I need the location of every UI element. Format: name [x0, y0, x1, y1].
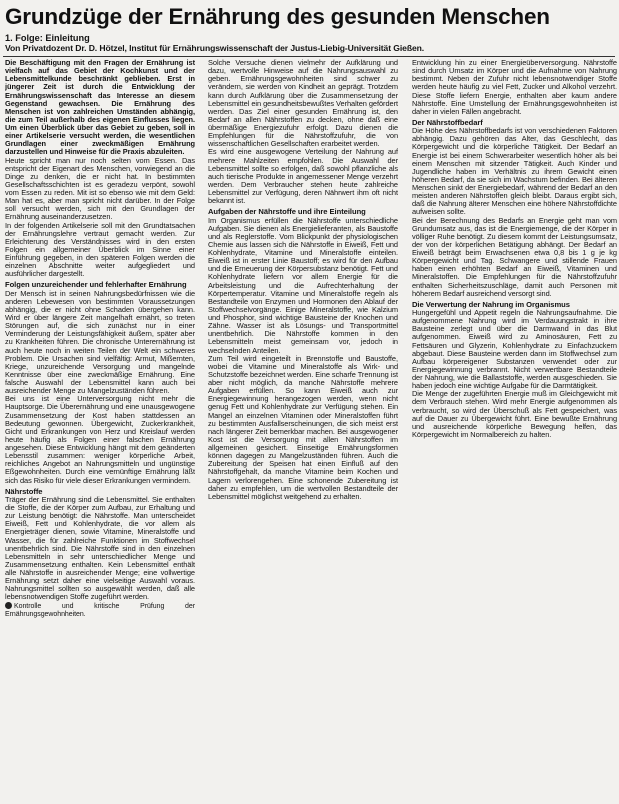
section-heading: Nährstoffe	[5, 486, 43, 496]
section-heading: Folgen unzureichender und fehlerhafter Ernährung	[5, 280, 187, 290]
section-heading: Der Nährstoffbedarf	[412, 117, 483, 127]
body-paragraph: Zum Teil wird eingeteilt in Brennstoffe und Baustoffe, wobei die Vitamine und Mineralstoffe als Wirk- und Schutzstoffe bezeichnet werden. Eine scharfe Trennung ist aber nicht möglich, da manche Nährstoffe mehrere Aufgaben erfüllen. So kann Eiweiß auch zur Energiegewinnung herangezogen werden, wenn nicht genug Fett und Kohlenhydrate zur Verfügung stehen. Ein Mangel an einzelnen Vitaminen oder Mineralstoffen führt zu bestimmten Ausfallserscheinungen, die sich meist erst nach längerer Zeit bemerkbar machen. Bei ausgewogener Kost ist die Versorgung mit allen Nährstoffen im allgemeinen gesichert. Einseitige Ernährungsformen können dagegen zu Mangelzuständen führen. Auch die Zubereitung der Speisen hat einen Einfluß auf den Nährstoffgehalt, da manche Vitamine beim Kochen und Lagern verlorengehen. Eine schonende Zubereitung ist daher zu empfehlen, um die wertvollen Bestandteile der Lebensmittel möglichst weitgehend zu erhalten.	[208, 353, 398, 501]
section-heading: Aufgaben der Nährstoffe und ihre Einteilung	[208, 207, 366, 217]
footnote-text: Kontrolle und kritische Prüfung der Ernährungsgewohnheiten.	[5, 602, 195, 618]
body-paragraph: Die Menge der zugeführten Energie muß im Gleichgewicht mit dem Verbrauch stehen. Wird mehr Energie aufgenommen als verbraucht, so wird der Überschuß als Fett gespeichert, was auf die Dauer zu Übergewicht führt. Eine bewußte Ernährung und ausreichende körperliche Bewegung helfen, das Körpergewicht im Normalbereich zu halten.	[412, 389, 617, 439]
body-paragraph: Bei der Berechnung des Bedarfs an Energie geht man vom Grundumsatz aus, das ist die Energiemenge, die der Körper in völliger Ruhe benötigt. Zu diesem kommt der Leistungsumsatz, der von der körperlichen Betätigung abhängt. Der Bedarf an Eiweiß beträgt beim Erwachsenen etwa 0,8 bis 1 g je kg Körpergewicht und Tag. Schwangere und stillende Frauen haben einen erhöhten Bedarf an Eiweiß, Vitaminen und Mineralstoffen. Die Empfehlungen für die Nährstoffzufuhr enthalten Sicherheitszuschläge, damit auch Personen mit höherem Bedarf ausreichend versorgt sind.	[412, 215, 617, 298]
header-divider	[3, 56, 615, 57]
section-heading: Die Verwertung der Nahrung im Organismus	[412, 299, 570, 309]
author-line: Von Privatdozent Dr. D. Hötzel, Institut für Ernährungswissenschaft der Justus-Liebig-Universität Gießen.	[5, 43, 425, 53]
body-paragraph: Im Organismus erfüllen die Nährstoffe unterschiedliche Aufgaben. Sie dienen als Energielieferanten, als Baustoffe und als Reglerstoffe. Vom Blickpunkt der physiologischen Chemie aus lassen sich die Nährstoffe in Eiweiß, Fett und Kohlenhydrate, Vitamine und Mineralstoffe einteilen. Eiweiß ist in erster Linie Baustoff; es wird für den Aufbau und die Erneuerung der Körpersubstanz benötigt. Fett und Kohlenhydrate liefern vor allem Energie für die Arbeitsleistung und die Aufrechterhaltung der Körpertemperatur. Vitamine und Mineralstoffe regeln als Bestandteile von Enzymen und Hormonen den Ablauf der Stoffwechselvorgänge. Einige Mineralstoffe, wie Kalzium und Phosphor, sind wichtige Bausteine der Knochen und Zähne. Wasser ist als Lösungs- und Transportmittel unentbehrlich. Die Nährstoffe kommen in den Lebensmitteln meist gemeinsam vor, jedoch in wechselnden Anteilen.	[208, 215, 398, 355]
body-paragraph: Es wird eine ausgewogene Verteilung der Nahrung auf mehrere Mahlzeiten empfohlen. Die Auswahl der Lebensmittel sollte so erfolgen, daß sowohl pflanzliche als auch tierische Produkte in angemessener Menge verzehrt werden. Dem Verbraucher stehen heute zahlreiche Lebensmittel zur Verfügung, deren Nährwert ihm oft nicht bekannt ist.	[208, 147, 398, 206]
body-paragraph: Träger der Ernährung sind die Lebensmittel. Sie enthalten die Stoffe, die der Körper zum Aufbau, zur Erhaltung und zur Leistung benötigt: die Nährstoffe. Man unterscheidet Eiweiß, Fett und Kohlenhydrate, die vor allem als Energieträger dienen, sowie Vitamine, Mineralstoffe und Wasser, die für zahlreiche Funktionen im Stoffwechsel unentbehrlich sind. Die Nährstoffe sind in den einzelnen Lebensmitteln in sehr unterschiedlicher Menge und Zusammensetzung enthalten. Kein Lebensmittel enthält alle Nährstoffe in ausreichender Menge; eine vollwertige Ernährung setzt daher eine vielseitige Auswahl voraus. Nahrungsmittel sollten so ausgewählt werden, daß alle lebensnotwendigen Stoffe zugeführt werden.	[5, 494, 195, 602]
body-paragraph: Hungergefühl und Appetit regeln die Nahrungsaufnahme. Die aufgenommene Nahrung wird im Verdauungstrakt in ihre Bausteine zerlegt und über die Darmwand in das Blut aufgenommen. Eiweiß wird zu Aminosäuren, Fett zu Fettsäuren und Glyzerin, Kohlenhydrate zu Einfachzuckern abgebaut. Diese Bausteine werden dann im Stoffwechsel zum Aufbau körpereigener Substanzen verwendet oder zur Energiegewinnung verbrannt. Nicht verwertbare Bestandteile der Nahrung, wie die Ballaststoffe, werden ausgeschieden. Sie haben jedoch eine wichtige Aufgabe für die Darmtätigkeit.	[412, 308, 617, 391]
text-column-2	[208, 59, 398, 801]
body-paragraph: Solche Versuche dienen vielmehr der Aufklärung und dazu, wertvolle Hinweise auf die Nahrungsauswahl zu geben. Ernährungsgewohnheiten sind schwer zu verändern, sie werden von Kindheit an geprägt. Trotzdem kann durch Aufklärung über die Zusammensetzung der Lebensmittel ein gesundheitsbewußtes Verhalten gefördert werden. Das Ziel einer gesunden Ernährung ist, den Bedarf an allen Nährstoffen zu decken, ohne daß eine übermäßige Energiezufuhr erfolgt. Dazu dienen die Empfehlungen für die Nährstoffzufuhr, die von wissenschaftlichen Gesellschaften erarbeitet werden.	[208, 59, 398, 149]
body-paragraph: In der folgenden Artikelserie soll mit den Grundtatsachen der Ernährungslehre vertraut gemacht werden. Zur Erleichterung des Verständnisses wird in den ersten Folgen ein allgemeiner Überblick im Sinne einer Einführung gegeben, in den späteren Folgen werden die einzelnen Abschnitte weiter aufgegliedert und ausführlicher dargestellt.	[5, 220, 195, 279]
intro-paragraph: Die Beschäftigung mit den Fragen der Ernährung ist vielfach auf das Gebiet der Kochkunst und der Lebensmittelkunde beschränkt geblieben. Erst in jüngerer Zeit ist durch die Entwicklung der Ernährungswissenschaft das Interesse an diesem Gegenstand gewachsen. Die Ernährung des Menschen ist von zahlreichen Umständen abhängig, die zum Teil außerhalb des eigenen Einflusses liegen. Um einen Überblick über das Gebiet zu geben, soll in einer Artikelserie versucht werden, die wesentlichen Grundlagen einer zweckmäßigen Ernährung darzustellen und Hinweise für die Praxis abzuleiten.	[5, 59, 195, 157]
body-paragraph: Bei uns ist eine Unterversorgung nicht mehr die Hauptsorge. Die Überernährung und eine unausgewogene Zusammensetzung der Kost haben stattdessen an Bedeutung gewonnen. Übergewicht, Zuckerkrankheit, Gicht und Erkrankungen von Herz und Kreislauf werden heute häufig als Folgen einer falschen Ernährung angesehen. Diese Entwicklung hängt mit dem geänderten Lebensstil zusammen: weniger körperliche Arbeit, reichliches Angebot an Nahrungsmitteln und ungünstige Eßgewohnheiten. Durch eine vernünftige Ernährung läßt sich das Risiko für viele dieser Erkrankungen vermindern.	[5, 394, 195, 485]
article-title: Grundzüge der Ernährung des gesunden Menschen	[5, 4, 550, 29]
body-paragraph: Entwicklung hin zu einer Energieüberversorgung. Nährstoffe sind durch Umsatz im Körper und die Aufnahme von Nahrung bestimmt. Neben der Zufuhr nicht lebensnotwendiger Stoffe werden heute häufig zu viel Fett, Zucker und Alkohol verzehrt. Diese Stoffe liefern Energie, enthalten aber kaum andere Nährstoffe. Eine Umstellung der Ernährungsgewohnheiten ist daher in vielen Fällen angebracht.	[412, 59, 617, 116]
footnote	[5, 602, 195, 619]
footnote-bullet-icon	[5, 602, 12, 609]
body-paragraph: Die Höhe des Nährstoffbedarfs ist von verschiedenen Faktoren abhängig. Dazu gehören das Alter, das Geschlecht, das Körpergewicht und die körperliche Tätigkeit. Der Bedarf an Energie ist bei einem Schwerarbeiter wesentlich höher als bei einem Menschen mit sitzender Tätigkeit. Auch Kinder und Jugendliche haben im Verhältnis zu ihrem Gewicht einen höheren Bedarf, da sie sich im Wachstum befinden. Bei älteren Menschen sinkt der Energiebedarf, während der Bedarf an den meisten anderen Nährstoffen gleich bleibt. Daraus ergibt sich, daß die Nahrung älterer Menschen eine höhere Nährstoffdichte aufweisen sollte.	[412, 126, 617, 217]
text-column-3	[412, 59, 617, 801]
body-paragraph: Heute spricht man nur noch selten vom Essen. Das entspricht der Eigenart des Menschen, vorwiegend an die Dinge zu denken, die er nicht hat. In bestimmten Gesellschaftsschichten ist es geradezu verpönt, sowohl vom Essen zu reden. Mit ist so ebenso wie mit dem Geld: Man hat es, aber man spricht nicht darüber. In der Folge soll versucht werden, sich mit den Grundlagen der Ernährung auseinanderzusetzen.	[5, 155, 195, 222]
body-paragraph: Der Mensch ist in seinen Nahrungsbedürfnissen wie die anderen Lebewesen von bestimmten Voraussetzungen abhängig, die er nicht ohne Schaden übergehen kann. Wird er über längere Zeit mangelhaft ernährt, so treten Störungen auf, die sich zunächst nur in einer Verminderung der Leistungsfähigkeit äußern, später aber zu Krankheiten führen. Die chronische Unterernährung ist auch heute noch in weiten Teilen der Welt ein schweres Problem. Die Ursachen sind vielfältig: Armut, Mißernten, Kriege, unzureichende Versorgung und mangelnde Kenntnisse über eine zweckmäßige Ernährung. Eine falsche Auswahl der Lebensmittel kann auch bei ausreichender Menge zu Mangelzuständen führen.	[5, 288, 195, 396]
text-column-1	[5, 59, 195, 801]
article-series-label: 1. Folge: Einleitung	[5, 33, 90, 43]
